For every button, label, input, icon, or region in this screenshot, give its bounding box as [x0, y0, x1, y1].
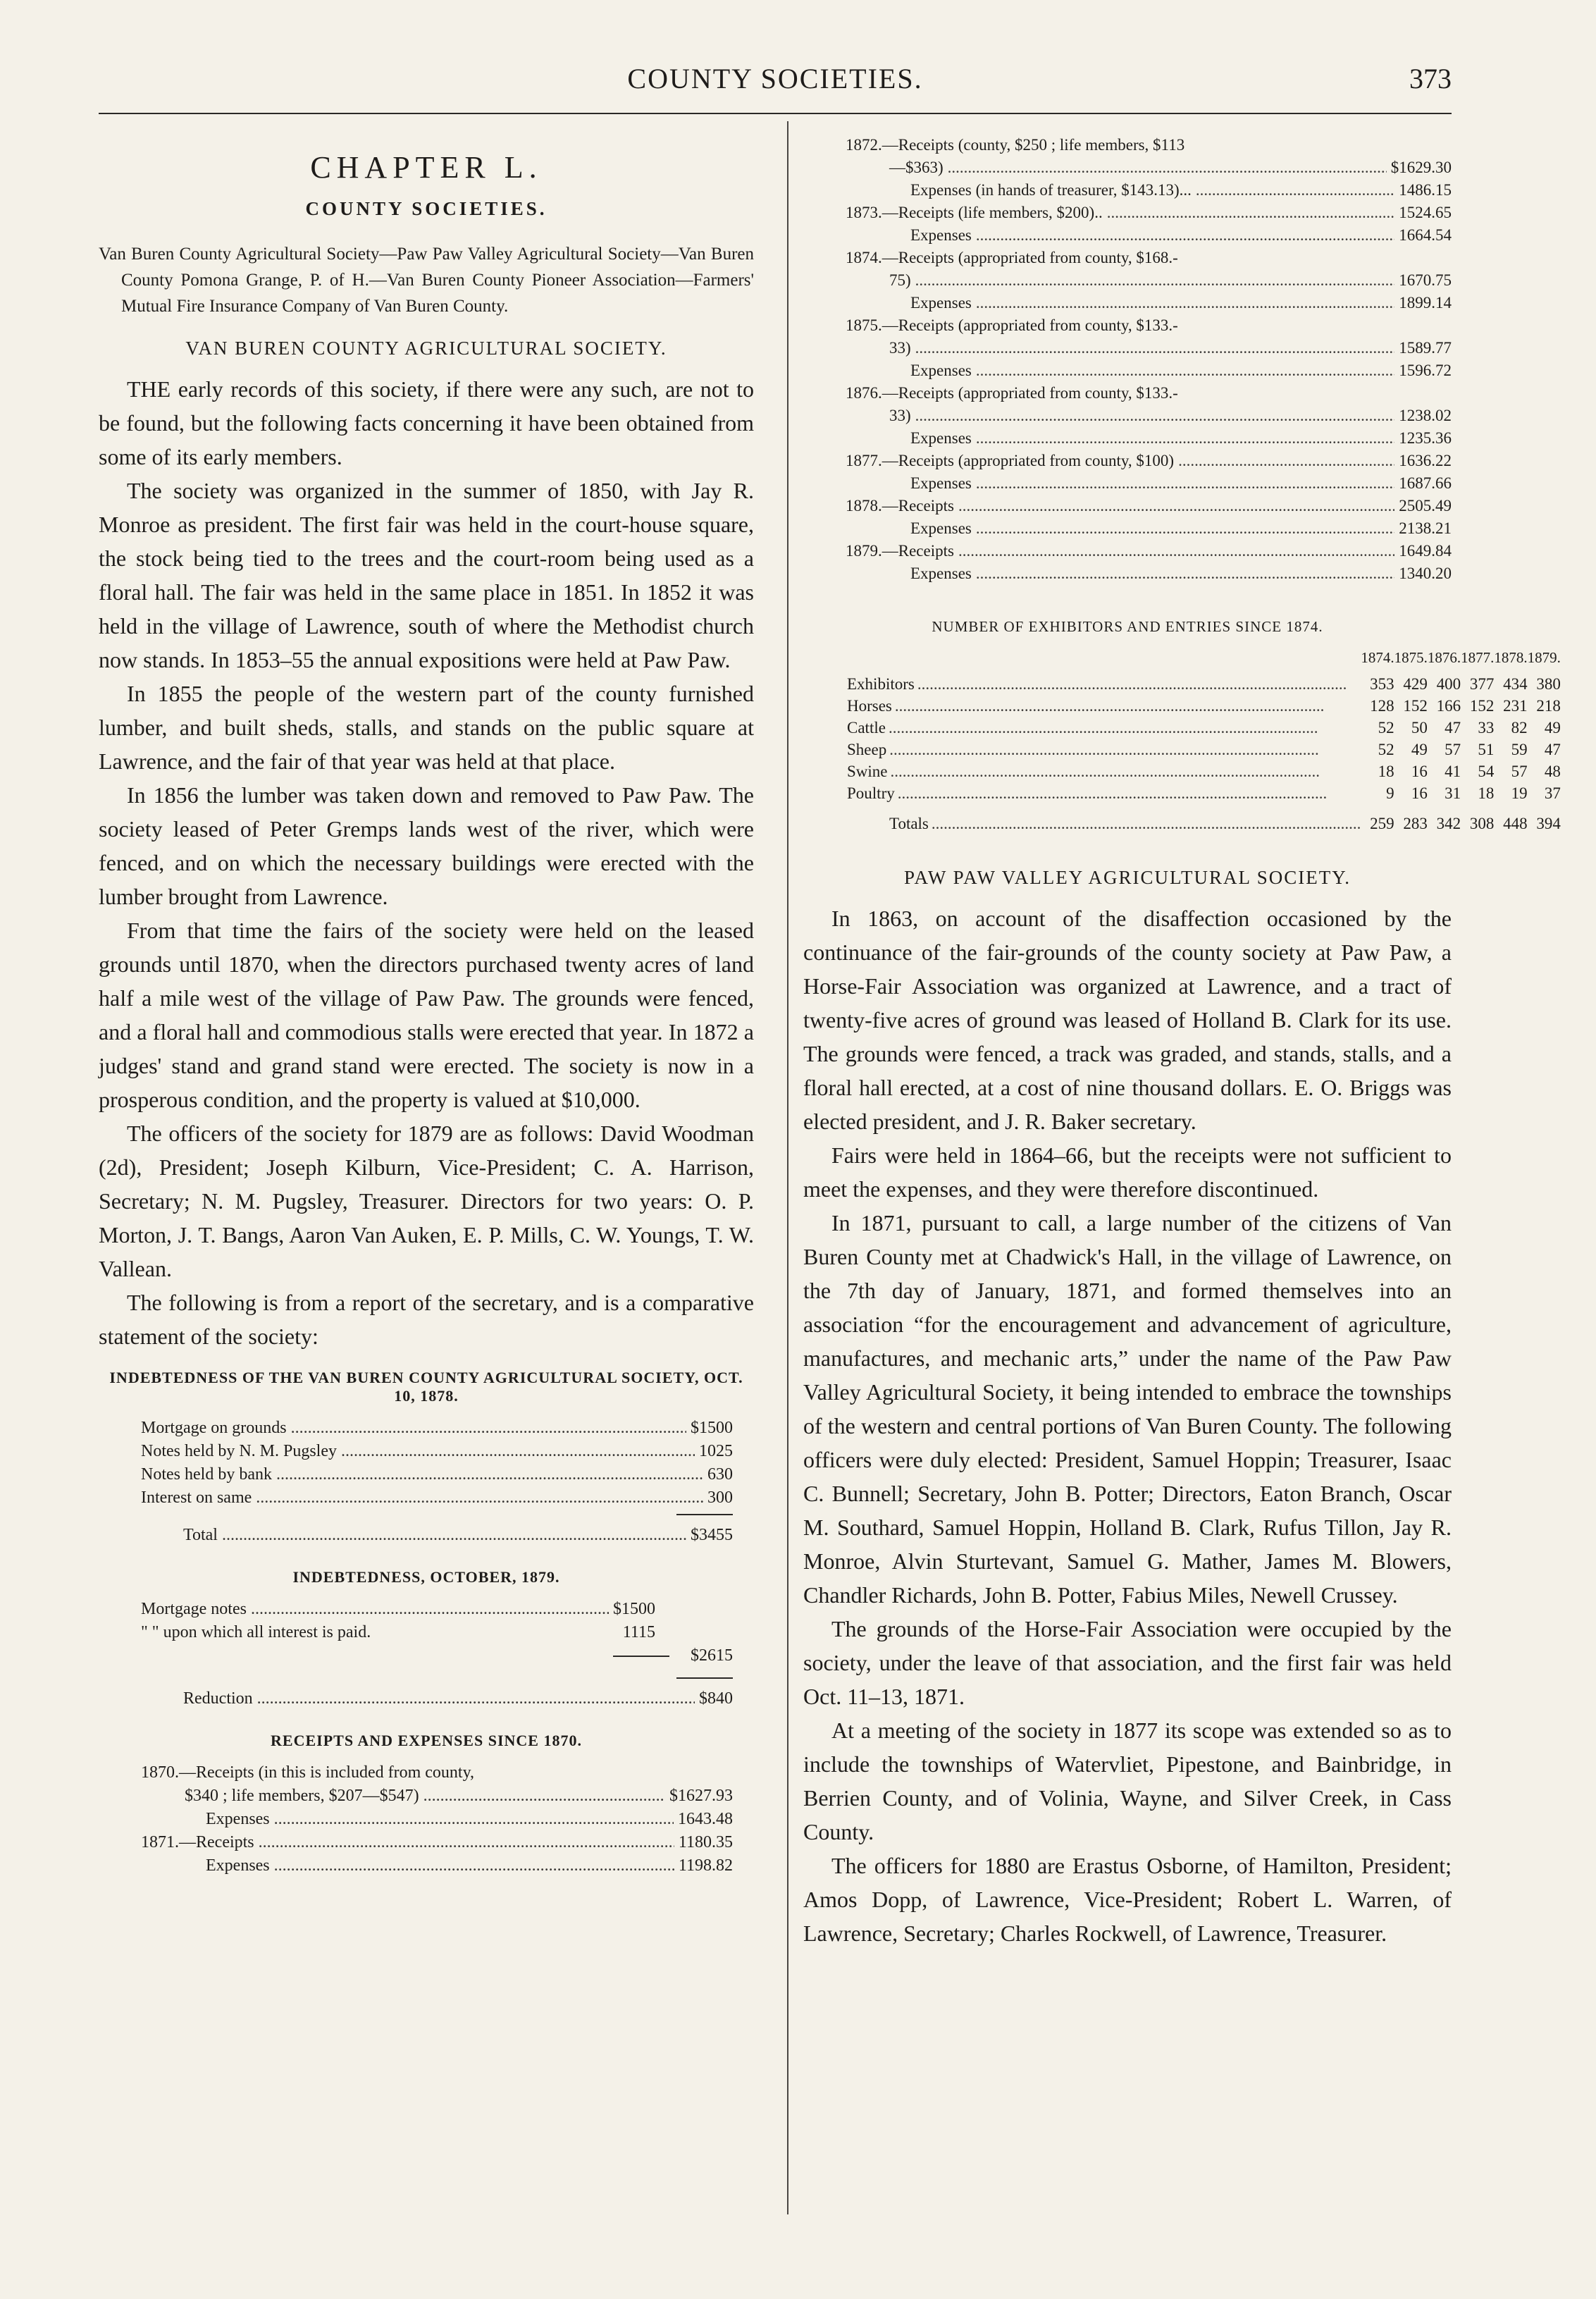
ledger-row: 1872.—Receipts (county, $250 ; life members, $113 [846, 136, 1185, 154]
receipts-heading: RECEIPTS AND EXPENSES SINCE 1870. [271, 1732, 582, 1749]
ledger-row: Mortgage on grounds ..... $1500 [141, 1417, 733, 1440]
table-row: Cattle ..... 52 50 47 33 82 49 [847, 717, 1561, 739]
paragraph: The officers for 1880 are Erastus Osborne, of Hamilton, President; Amos Dopp, of Lawrence, Vice-President; Robert L. Warren, of Lawrence, Secretary; Charles Rockwell, of Lawrence, Treasurer. [803, 1853, 1452, 1946]
ledger-row: 1871.—Receipts ..... 1180.35 [141, 1831, 733, 1854]
ledger-row: 1870.—Receipts (in this is included from county, [141, 1763, 475, 1782]
indebtedness-1878-table [99, 1417, 754, 1547]
table-row: Poultry ..... 9 16 31 18 19 37 [847, 782, 1561, 804]
section-heading-van-buren: VAN BUREN COUNTY AGRICULTURAL SOCIETY. [185, 338, 667, 359]
page-number: 373 [1409, 63, 1452, 94]
table-row: Swine ..... 18 16 41 54 57 48 [847, 760, 1561, 782]
paragraph: The officers of the society for 1879 are as follows: David Woodman (2d), President; Joseph Kilburn, Vice-President; C. A. Harrison, Secretary; N. M. Pugsley, Treasurer. Directors for two years: O. P. Morton, J. T. Bangs, Aaron Van Auken, E. P. Mills, C. W. Youngs, T. W. Vallean. [99, 1121, 754, 1281]
indebtedness-1879-table [99, 1598, 754, 1711]
paragraph: In 1871, pursuant to call, a large number of the citizens of Van Buren County met at Chadwick's Hall, in the village of Lawrence, on the 7th day of January, 1871, and formed themselves into an association “for the encouragement and advancement of agriculture, manufactures, and mechanic arts,” under the name of the Paw Paw Valley Agricultural Society, it being intended to embrace the townships of the western and central portions of Van Buren County. The following officers were duly elected: President, Samuel Hoppin; Treasurer, Isaac C. Bunnell; Secretary, John B. Potter; Directors, Eaton Branch, Oscar M. Southard, Samuel Hoppin, Holland B. Clark, Rufus Tillon, Jay R. Monroe, Alvin Sturtevant, Samuel G. Mather, James M. Blowers, Chandler Richards, John B. Potter, Fabius Miles, Newell Crussey. [803, 1210, 1452, 1608]
year-header: 1874. [1361, 649, 1394, 666]
ledger-row: 33) ..... 1589.77 [846, 337, 1452, 359]
table-totals-row: Totals ..... 259 283 342 308 448 394 [847, 804, 1561, 834]
left-column [99, 134, 754, 1878]
ledger-row: 1874.—Receipts (appropriated from county, $168.- [846, 249, 1178, 266]
van-buren-body [99, 372, 754, 1353]
chapter-title: COUNTY SOCIETIES. [305, 198, 548, 219]
sum-rule [676, 1677, 733, 1679]
sum-rule [676, 1514, 733, 1515]
ledger-row: Expenses ..... 1664.54 [846, 224, 1452, 247]
paragraph: The grounds of the Horse-Fair Association were occupied by the society, under the leave of that association, and the first fair was held Oct. 11–13, 1871. [803, 1616, 1452, 1709]
ledger-row: —$363) ..... $1629.30 [846, 156, 1452, 179]
ledger-row: 1877.—Receipts (appropriated from county, $100) ..... 1636.22 [846, 450, 1452, 472]
ledger-reduction-row: Reduction ..... $840 [141, 1687, 733, 1711]
table-row: Horses ..... 128 152 166 152 231 218 [847, 695, 1561, 717]
right-column [803, 134, 1561, 1950]
paragraph: The society was organized in the summer of 1850, with Jay R. Monroe as president. The first fair was held in the court-house square, the stock being tied to the trees and the court-room being used as a floral hall. The fair was held in the same place in 1851. In 1852 it was held in the village of Lawrence, south of where the Methodist church now stands. In 1853–55 the annual expositions were held at Paw Paw. [99, 478, 754, 672]
ledger-row: $340 ; life members, $207—$547) ..... $1627.93 [141, 1785, 733, 1808]
paragraph: Fairs were held in 1864–66, but the receipts were not sufficient to meet the expenses, and they were therefore discontinued. [803, 1142, 1452, 1202]
indebtedness-1879-heading: INDEBTEDNESS, OCTOBER, 1879. [292, 1568, 560, 1586]
paragraph: In 1855 the people of the western part of the county furnished lumber, and built sheds, stalls, and stands on the public square at Lawrence, and the fair of that year was held at that place. [99, 681, 754, 774]
section-heading-paw-paw: PAW PAW VALLEY AGRICULTURAL SOCIETY. [903, 867, 1351, 888]
ledger-row: Mortgage notes ..... $1500 [141, 1598, 733, 1621]
ledger-row: Expenses ..... 2138.21 [846, 517, 1452, 540]
ledger-row: 1878.—Receipts ..... 2505.49 [846, 495, 1452, 517]
ledger-row: Expenses ..... 1899.14 [846, 292, 1452, 314]
paragraph: In 1856 the lumber was taken down and removed to Paw Paw. The society leased of Peter Gremps lands west of the river, which were fenced, and on which the necessary buildings were erected with the lumber brought from Lawrence. [99, 782, 754, 909]
header-rule [99, 113, 1452, 114]
ledger-row: 1879.—Receipts ..... 1649.84 [846, 540, 1452, 562]
ledger-row: 33) ..... 1238.02 [846, 405, 1452, 427]
paragraph: The following is from a report of the secretary, and is a comparative statement of the society: [99, 1290, 754, 1349]
receipts-table-left [99, 1761, 754, 1878]
year-header: 1879. [1527, 649, 1561, 666]
table-header-row [847, 647, 1561, 673]
year-header: 1878. [1494, 649, 1528, 666]
chapter-number: CHAPTER L. [310, 150, 543, 185]
ledger-total-row: Total ..... $3455 [141, 1524, 733, 1547]
ledger-row: Notes held by bank ..... 630 [141, 1463, 733, 1486]
indebtedness-1878-heading: INDEBTEDNESS OF THE VAN BUREN COUNTY AGRICULTURAL SOCIETY, OCT. 10, 1878. [109, 1369, 743, 1405]
paragraph: At a meeting of the society in 1877 its scope was extended so as to include the townships of Watervliet, Pipestone, and Bainbridge, in Berrien County, and of Volinia, Wayne, and Silver Creek, in Cass County. [803, 1718, 1452, 1844]
ledger-row: " " upon which all interest is paid. 1115 [141, 1623, 655, 1641]
paragraph: From that time the fairs of the society were held on the leased grounds until 1870, when the directors purchased twenty acres of land half a mile west of the village of Paw Paw. The grounds were fenced, and a floral hall and commodious stalls were erected that year. In 1872 a judges' stand and grand stand were erected. The society is now in a prosperous condition, and the property is valued at $10,000. [99, 918, 754, 1112]
paragraph: In 1863, on account of the disaffection occasioned by the continuance of the fair-grounds of the county society at Paw Paw, a Horse-Fair Association was organized at Lawrence, and a tract of twenty-five acres of ground was leased of Holland B. Clark for its use. The grounds were fenced, a track was graded, and stands, stalls, and a floral hall erected, at a cost of nine thousand dollars. E. O. Briggs was elected president, and J. R. Baker secretary. [803, 906, 1452, 1134]
paw-paw-body [803, 901, 1452, 1950]
ledger-row: Notes held by N. M. Pugsley ..... 1025 [141, 1440, 733, 1463]
receipts-table-right [803, 134, 1452, 585]
ledger-row: 1875.—Receipts (appropriated from county, $133.- [846, 316, 1178, 334]
year-header: 1875. [1394, 649, 1428, 666]
exhibitors-heading: NUMBER OF EXHIBITORS AND ENTRIES SINCE 1874. [932, 618, 1323, 635]
running-head [99, 62, 1452, 104]
chapter-synopsis: Van Buren County Agricultural Society—Paw Paw Valley Agricultural Society—Van Buren County Pomona Grange, P. of H.—Van Buren County Pioneer Association—Farmers' Mutual Fire Insurance Company of Van Buren County. [99, 245, 754, 316]
ledger-row: Expenses ..... 1198.82 [141, 1854, 733, 1878]
ledger-row: Expenses ..... 1596.72 [846, 359, 1452, 382]
year-header: 1877. [1461, 649, 1495, 666]
ledger-row: Expenses (in hands of treasurer, $143.13)... ..... 1486.15 [846, 179, 1452, 202]
paragraph: THE early records of this society, if there were any such, are not to be found, but the following facts concerning it have been obtained from some of its early members. [99, 376, 754, 469]
ledger-row: 1876.—Receipts (appropriated from county, $133.- [846, 384, 1178, 402]
column-divider [787, 121, 788, 2214]
exhibitors-table [803, 647, 1561, 834]
running-head-title: COUNTY SOCIETIES. [627, 63, 923, 94]
year-header: 1876. [1427, 649, 1461, 666]
ledger-row: 1873.—Receipts (life members, $200).. ..... 1524.65 [846, 202, 1452, 224]
ledger-row: Expenses ..... 1643.48 [141, 1808, 733, 1831]
table-row: Sheep ..... 52 49 57 51 59 47 [847, 739, 1561, 760]
ledger-row: Expenses ..... 1340.20 [846, 562, 1452, 585]
ledger-row: Interest on same ..... 300 [141, 1486, 733, 1510]
ledger-row: Expenses ..... 1235.36 [846, 427, 1452, 450]
ledger-row: Expenses ..... 1687.66 [846, 472, 1452, 495]
table-row: Exhibitors ..... 353 429 400 377 434 380 [847, 673, 1561, 695]
ledger-subtotal-row: $2615 [141, 1644, 733, 1668]
ledger-row: 75) ..... 1670.75 [846, 269, 1452, 292]
